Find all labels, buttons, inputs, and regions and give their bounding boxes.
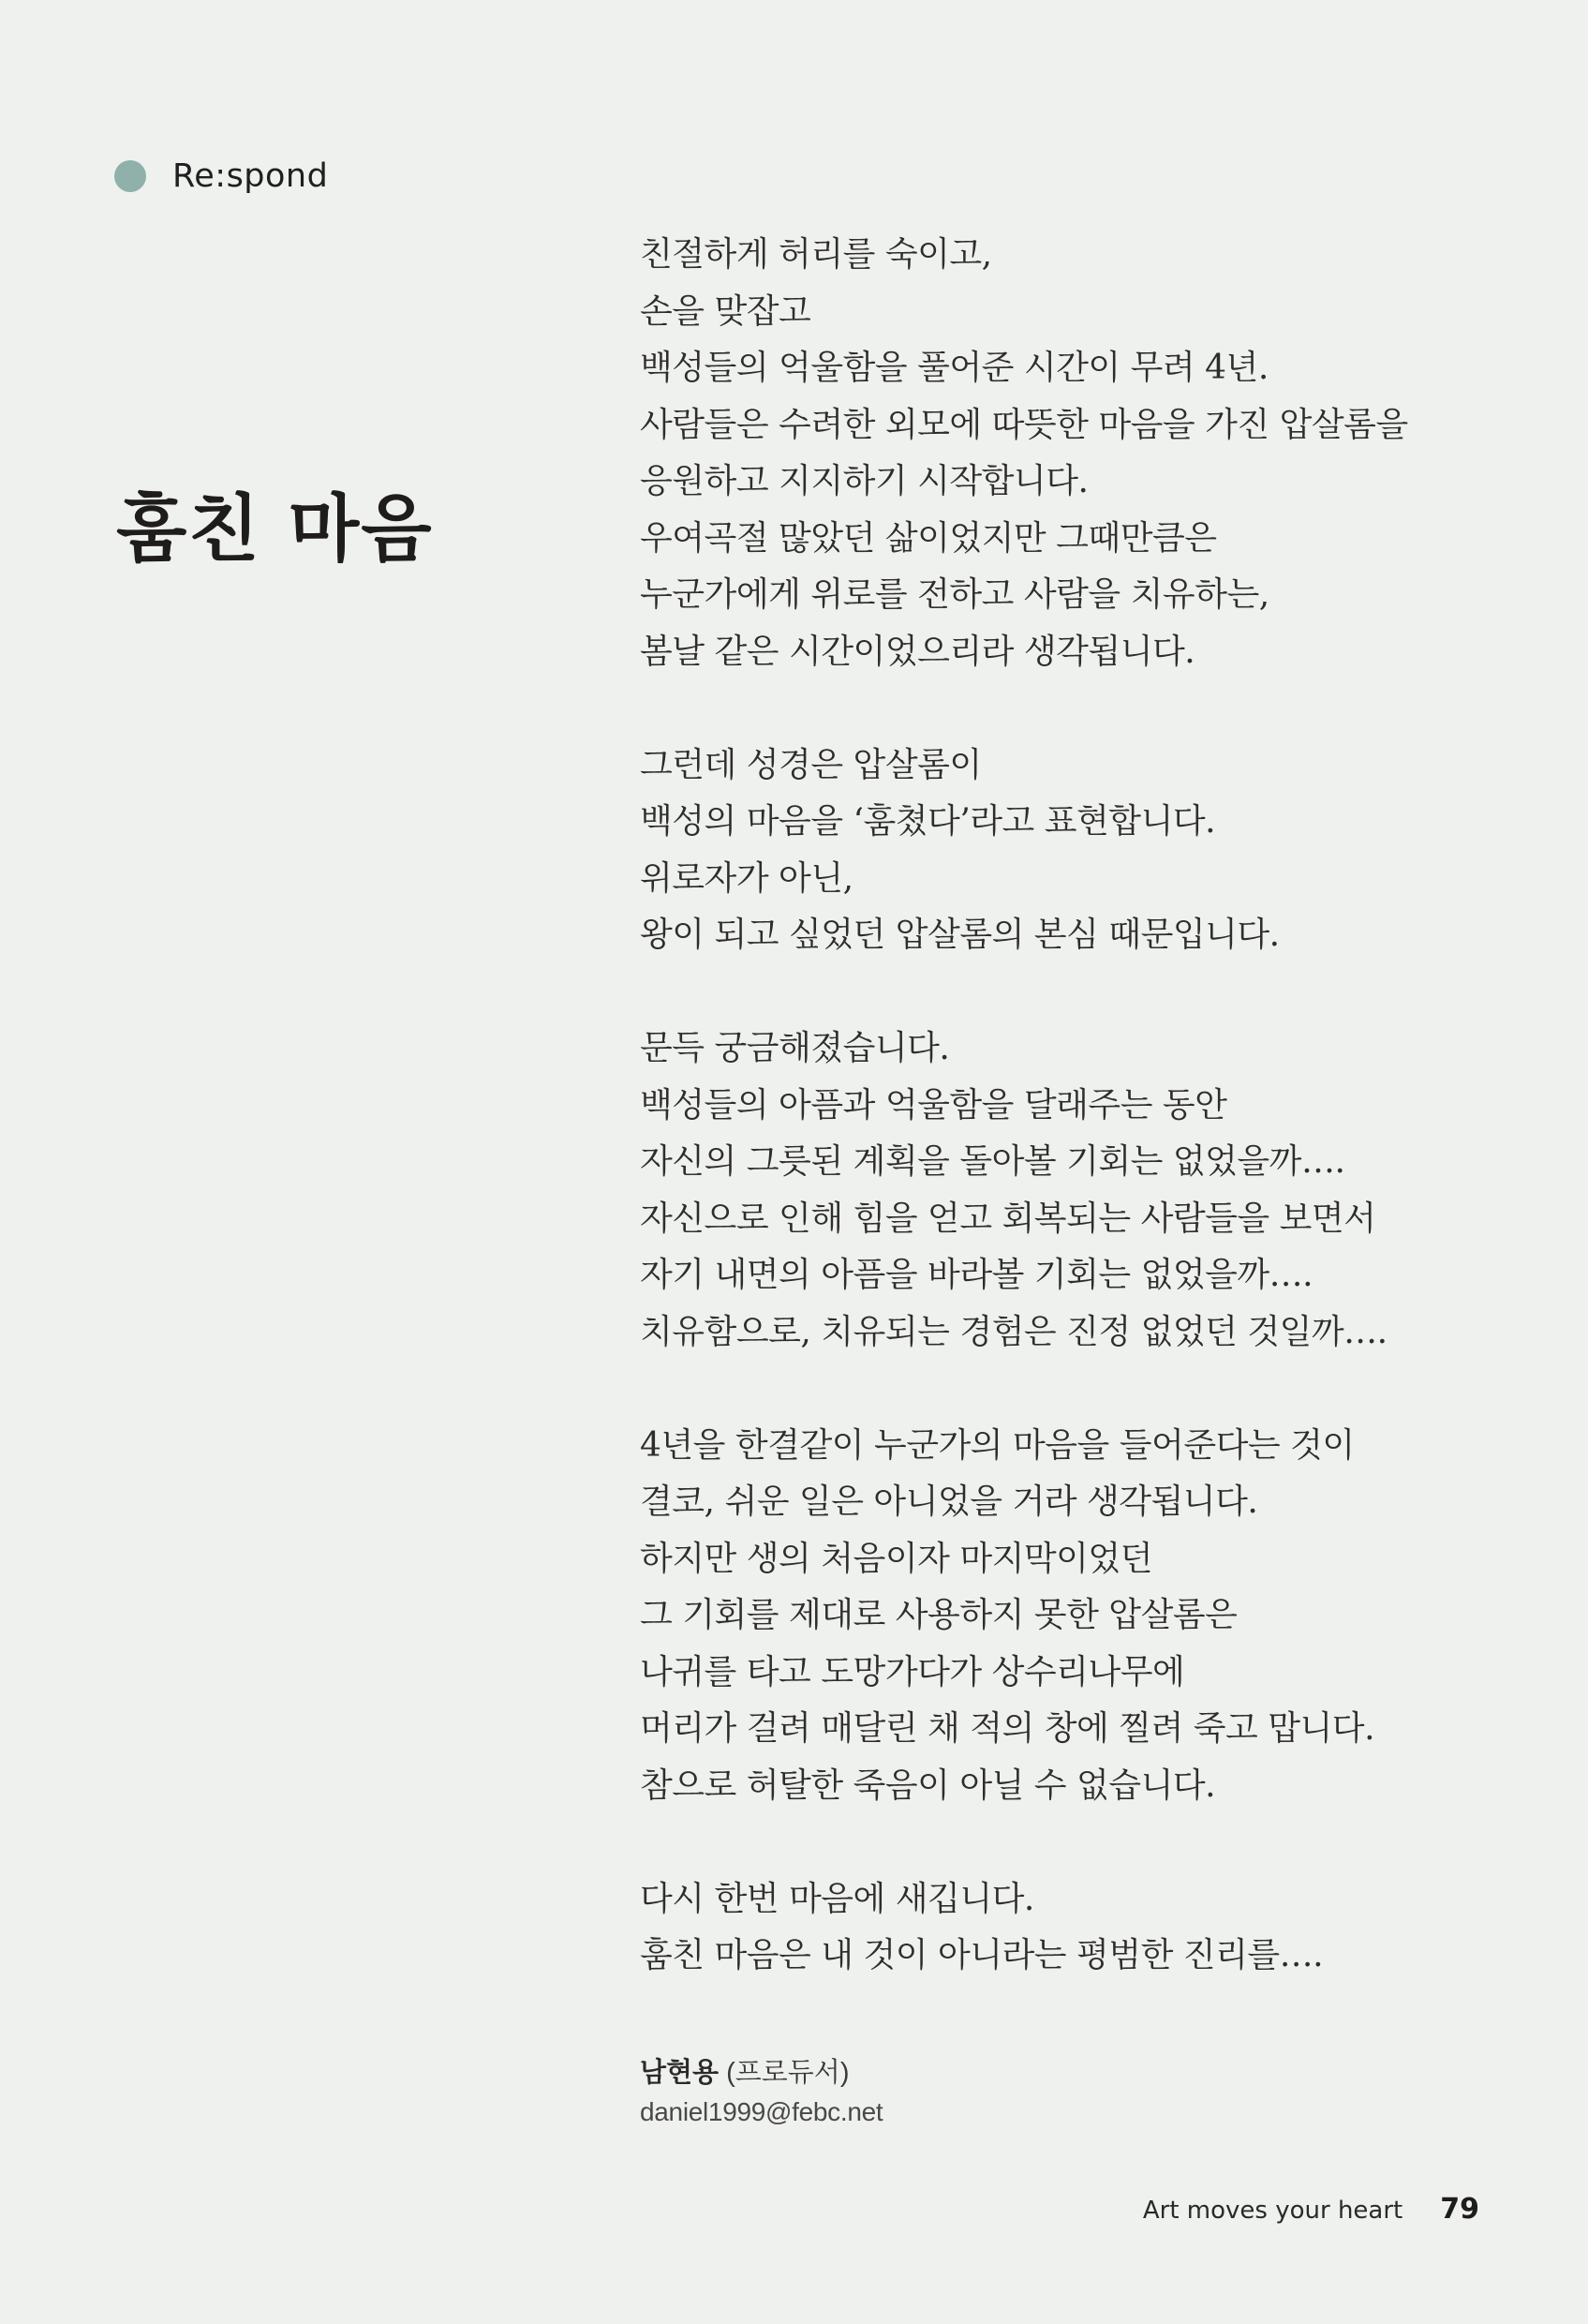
body-line: 훔친 마음은 내 것이 아니라는 평범한 진리를…. <box>640 1936 1324 1974</box>
body-line: 결코, 쉬운 일은 아니었을 거라 생각됩니다. <box>640 1482 1258 1521</box>
article-title: 훔친 마음 <box>116 486 434 572</box>
body-line: 다시 한번 마음에 새깁니다. <box>640 1879 1034 1918</box>
page-footer <box>1143 2193 1479 2226</box>
body-line: 치유함으로, 치유되는 경험은 진정 없었던 것일까…. <box>640 1312 1388 1351</box>
body-line: 자신의 그릇된 계획을 돌아볼 기회는 없었을까…. <box>640 1142 1345 1181</box>
body-line: 그 기회를 제대로 사용하지 못한 압살롬은 <box>640 1596 1238 1634</box>
article-body <box>640 227 1483 1985</box>
page-number: 79 <box>1440 2193 1479 2226</box>
body-paragraph <box>640 1418 1483 1815</box>
body-line: 사람들은 수려한 외모에 따뜻한 마음을 가진 압살롬을 <box>640 405 1408 444</box>
section-tag <box>114 157 328 195</box>
body-line: 4년을 한결같이 누군가의 마음을 들어준다는 것이 <box>640 1425 1355 1465</box>
body-line: 우여곡절 많았던 삶이었지만 그때만큼은 <box>640 518 1217 558</box>
body-line: 친절하게 허리를 숙이고, <box>640 235 992 274</box>
body-line: 자기 내면의 아픔을 바라볼 기회는 없었을까…. <box>640 1256 1313 1294</box>
footer-tagline: Art moves your heart <box>1142 2197 1403 2225</box>
body-line: 그런데 성경은 압살롬이 <box>640 745 982 784</box>
author-role: (프로듀서) <box>726 2058 850 2088</box>
body-line: 백성의 마음을 ‘훔쳤다’라고 표현합니다. <box>640 802 1216 841</box>
body-line: 머리가 걸려 매달린 채 적의 창에 찔려 죽고 맙니다. <box>640 1709 1375 1748</box>
body-paragraph <box>640 737 1483 964</box>
body-line: 백성들의 아픔과 억울함을 달래주는 동안 <box>640 1085 1227 1125</box>
body-line: 봄날 같은 시간이었으리라 생각됩니다. <box>640 632 1195 671</box>
body-line: 손을 맞잡고 <box>640 291 811 331</box>
author-block <box>640 2052 883 2131</box>
body-line: 응원하고 지지하기 시작합니다. <box>640 462 1089 500</box>
author-email[interactable]: daniel1999@febc.net <box>640 2097 883 2126</box>
section-dot-icon <box>114 160 146 192</box>
author-name: 남현용 <box>640 2058 720 2088</box>
body-paragraph <box>640 1871 1483 1985</box>
body-line: 문득 궁금해졌습니다. <box>640 1029 950 1067</box>
section-label: Re:spond <box>172 157 329 195</box>
body-line: 자신으로 인해 힘을 얻고 회복되는 사람들을 보면서 <box>640 1199 1376 1238</box>
body-paragraph <box>640 1020 1483 1361</box>
author-credit <box>640 2052 883 2093</box>
body-paragraph <box>640 227 1483 680</box>
body-line: 백성들의 억울함을 풀어준 시간이 무려 4년. <box>640 349 1269 387</box>
body-line: 하지만 생의 처음이자 마지막이었던 <box>640 1539 1152 1578</box>
body-line: 누군가에게 위로를 전하고 사람을 치유하는, <box>640 575 1269 614</box>
body-line: 나귀를 타고 도망가다가 상수리나무에 <box>640 1652 1185 1691</box>
body-line: 위로자가 아닌, <box>640 858 853 898</box>
body-line: 왕이 되고 싶었던 압살롬의 본심 때문입니다. <box>640 916 1280 954</box>
body-line: 참으로 허탈한 죽음이 아닐 수 없습니다. <box>640 1765 1216 1805</box>
